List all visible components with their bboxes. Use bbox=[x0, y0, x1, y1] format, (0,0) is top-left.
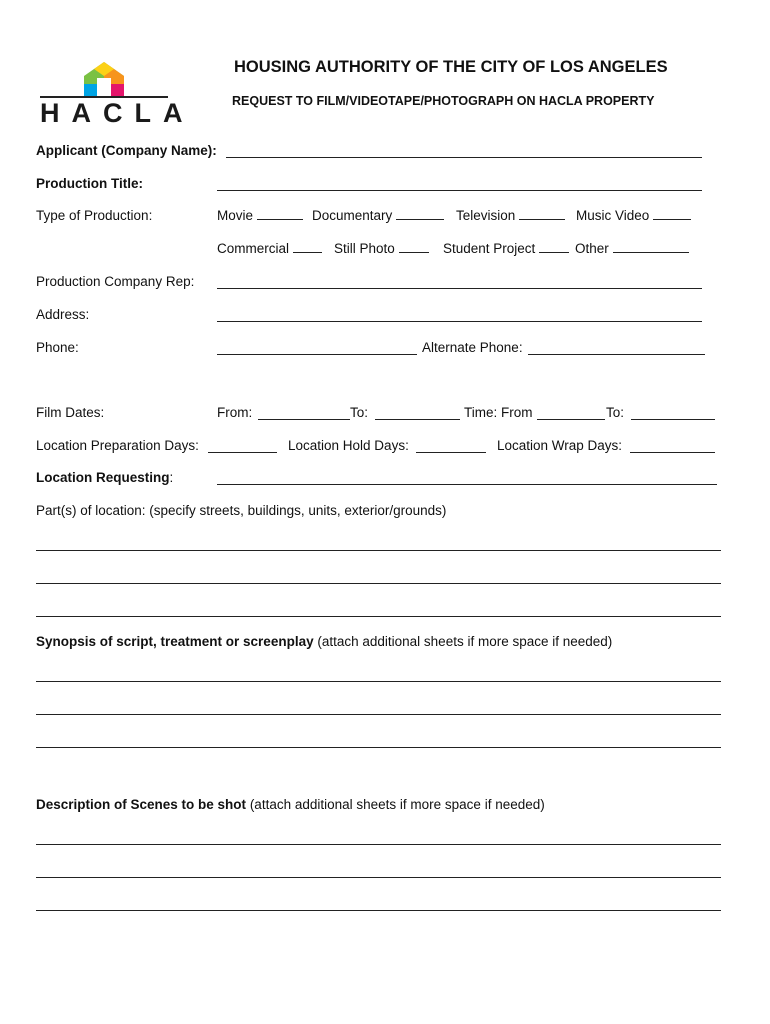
time-to-field[interactable] bbox=[631, 419, 715, 420]
type-documentary-label: Documentary bbox=[312, 208, 393, 223]
type-television-option[interactable] bbox=[456, 208, 565, 223]
film-date-from-field[interactable] bbox=[258, 419, 350, 420]
location-requesting-colon: : bbox=[169, 470, 174, 485]
scenes-line-2[interactable] bbox=[36, 877, 721, 878]
synopsis-line-1[interactable] bbox=[36, 681, 721, 682]
alternate-phone-label: Alternate Phone: bbox=[422, 340, 523, 355]
production-title-label: Production Title: bbox=[36, 176, 143, 191]
address-label: Address: bbox=[36, 307, 90, 322]
location-requesting-label bbox=[36, 470, 173, 485]
parts-of-location-line-3[interactable] bbox=[36, 616, 721, 617]
alternate-phone-field[interactable] bbox=[528, 354, 705, 355]
type-commercial-option[interactable] bbox=[217, 241, 322, 256]
scenes-line-3[interactable] bbox=[36, 910, 721, 911]
parts-of-location-label: Part(s) of location: (specify streets, buildings, units, exterior/grounds) bbox=[36, 503, 447, 518]
applicant-field[interactable] bbox=[226, 157, 702, 158]
phone-field[interactable] bbox=[217, 354, 417, 355]
scenes-label bbox=[36, 797, 545, 812]
location-wrap-days-field[interactable] bbox=[630, 452, 715, 453]
location-requesting-text: Location Requesting bbox=[36, 470, 170, 485]
type-television-label: Television bbox=[456, 208, 516, 223]
synopsis-label-bold: Synopsis of script, treatment or screenplay bbox=[36, 634, 314, 649]
type-other-option[interactable] bbox=[575, 241, 689, 256]
scenes-label-note: (attach additional sheets if more space if needed) bbox=[249, 797, 545, 812]
time-to-label: To: bbox=[606, 405, 625, 420]
type-other-label: Other bbox=[575, 241, 609, 256]
applicant-label: Applicant (Company Name): bbox=[36, 143, 217, 158]
location-prep-days-field[interactable] bbox=[208, 452, 277, 453]
location-hold-days-label: Location Hold Days: bbox=[288, 438, 409, 453]
production-company-rep-label: Production Company Rep: bbox=[36, 274, 195, 289]
type-music-video-label: Music Video bbox=[576, 208, 650, 223]
address-field[interactable] bbox=[217, 321, 702, 322]
location-wrap-days-label: Location Wrap Days: bbox=[497, 438, 623, 453]
type-student-project-label: Student Project bbox=[443, 241, 536, 256]
film-date-from-label: From: bbox=[217, 405, 253, 420]
page-title: HOUSING AUTHORITY OF THE CITY OF LOS ANGELES bbox=[234, 58, 668, 76]
type-still-photo-option[interactable] bbox=[334, 241, 429, 256]
parts-of-location-line-1[interactable] bbox=[36, 550, 721, 551]
logo-text: HACLA bbox=[40, 98, 195, 128]
synopsis-line-2[interactable] bbox=[36, 714, 721, 715]
phone-label: Phone: bbox=[36, 340, 79, 355]
film-date-to-label: To: bbox=[350, 405, 369, 420]
type-documentary-option[interactable] bbox=[312, 208, 444, 223]
type-of-production-label: Type of Production: bbox=[36, 208, 153, 223]
film-date-to-field[interactable] bbox=[375, 419, 460, 420]
parts-of-location-line-2[interactable] bbox=[36, 583, 721, 584]
location-prep-days-label: Location Preparation Days: bbox=[36, 438, 199, 453]
type-commercial-label: Commercial bbox=[217, 241, 290, 256]
synopsis-label bbox=[36, 634, 612, 649]
scenes-line-1[interactable] bbox=[36, 844, 721, 845]
time-from-label: Time: From bbox=[464, 405, 533, 420]
film-dates-label: Film Dates: bbox=[36, 405, 105, 420]
type-music-video-option[interactable] bbox=[576, 208, 691, 223]
production-company-rep-field[interactable] bbox=[217, 288, 702, 289]
location-hold-days-field[interactable] bbox=[416, 452, 486, 453]
location-requesting-field[interactable] bbox=[217, 484, 717, 485]
type-movie-label: Movie bbox=[217, 208, 254, 223]
type-movie-option[interactable] bbox=[217, 208, 303, 223]
type-student-project-option[interactable] bbox=[443, 241, 569, 256]
synopsis-label-note: (attach additional sheets if more space if needed) bbox=[317, 634, 613, 649]
type-still-photo-label: Still Photo bbox=[334, 241, 395, 256]
hacla-house-logo-icon bbox=[84, 62, 124, 98]
time-from-field[interactable] bbox=[537, 419, 605, 420]
production-title-field[interactable] bbox=[217, 190, 702, 191]
synopsis-line-3[interactable] bbox=[36, 747, 721, 748]
scenes-label-bold: Description of Scenes to be shot bbox=[36, 797, 247, 812]
page-subtitle: REQUEST TO FILM/VIDEOTAPE/PHOTOGRAPH ON HACLA PROPERTY bbox=[232, 94, 655, 108]
